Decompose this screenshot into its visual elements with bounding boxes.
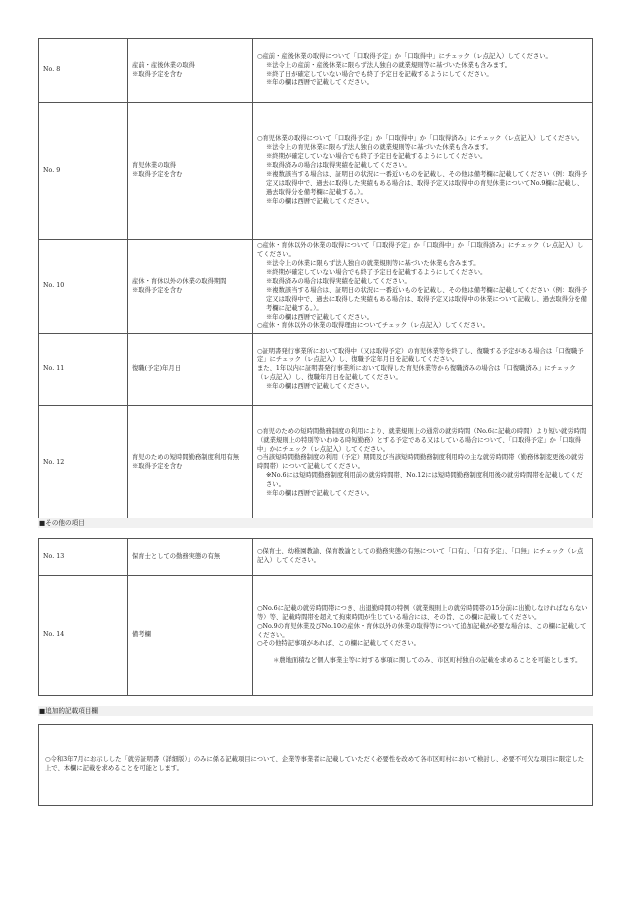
instruction-note: ※終期が確定していない場合でも終了予定日を記載するようにしてください。	[266, 153, 487, 161]
instruction-note: ※複数該当する場合は、証明日の状況に一番近いものを記載し、その他は備考欄に記載してください（例：取得予定又は取得中で、過去に取得した実績もある場合は、取得予定又は取得中の育児休業についてNo.9欄に記載し、過去取得分を備考欄に記載する。）。	[266, 171, 588, 196]
row-item-name	[128, 539, 253, 576]
row-number: No. 13	[39, 539, 128, 576]
instruction-note: ※取得済みの場合は取得実績を記載してください。	[266, 277, 411, 285]
row-description	[253, 576, 593, 696]
table-row	[39, 39, 593, 103]
row-item-name	[128, 576, 253, 696]
row-number: No. 14	[39, 576, 128, 696]
row-item-name	[128, 406, 253, 521]
item-label: 産前・産後休業の取得	[132, 61, 195, 69]
instruction-note: ※年の欄は西暦で記載してください。	[266, 79, 374, 87]
instruction-note: ※取得済みの場合は取得実績を記載してください。	[266, 162, 411, 170]
item-label: 育児のための短時間勤務制度利用有無	[132, 454, 240, 462]
instruction-note: ※年の欄は西暦で記載してください。	[266, 313, 374, 321]
instruction-note: ※法令上の育児休業に限らず法人独自の就業規則等に基づいた休業も含みます。	[266, 144, 493, 152]
instruction-line: ○証明書発行事業所において取得中（又は取得予定）の育児休業等を終了し、復職する予定がある場合は「口復職予定」にチェック（レ点記入）し、復職予定年月日を記載してください。	[257, 347, 584, 364]
instruction-line: ○No.6に記載の就労時間帯につき、出退勤時間の特例（就業規則上の就労時間帯の15分前に出勤しなければならない等）等、記載時間帯を超えて拘束時間が生じている場合には、その旨、この欄に記載してください。	[257, 604, 588, 621]
additional-items-box	[38, 724, 593, 806]
row-description	[253, 334, 593, 406]
section-header-additional: ■追加的記載項目欄	[38, 706, 593, 716]
instruction-line: ○育児のための短時間勤務制度の利用により、就業規則上の通常の就労時間（No.6に記載の時間）より短い就労時間（就業規則上の特別等いわゆる時短勤務）とする予定である又はしている場合について、「口取得予定」か「口取得中」かにチェック（レ点記入）してください。	[257, 427, 587, 453]
instruction-line: ○保育士、幼稚園教諭、保育教諭としての勤務実態の有無について「口有」、「口有予定」、「口無」にチェック（レ点記入）してください。	[257, 548, 584, 564]
table-row	[39, 334, 593, 406]
instruction-note: ※終期が確定していない場合でも終了予定日を記載するようにしてください。	[266, 268, 487, 276]
instruction-line: ○産休・育休以外の休業の取得について「口取得予定」か「口取得中」か「口取得済み」にチェック（レ点記入）してください。	[257, 242, 584, 258]
row-description	[253, 103, 593, 240]
table-row	[39, 539, 593, 576]
instruction-line: ○No.9の育児休業及びNo.10の産休・育休以外の休業の取得等について追加記載が必要な場合は、この欄に記載してください。	[257, 622, 587, 639]
table-row	[39, 103, 593, 240]
row-number: No. 10	[39, 240, 128, 334]
item-note: ※取得予定を含む	[132, 463, 183, 471]
item-label: 復職(予定)年月日	[132, 365, 181, 373]
row-description	[253, 39, 593, 103]
additional-items-text: ○令和3年7月にお示しした「就労証明書（詳細版）」のみに係る記載項目について、企業等事業者に記載していただく必要性を改めて各市区町村において検討し、必要不可欠な項目に限定した上で、本欄に記載を求めることを可能とします。	[45, 756, 585, 772]
instruction-line: ○育児休業の取得について「口取得予定」か「口取得中」か「口取得済み」にチェック（レ点記入）してください。	[257, 135, 584, 143]
row-number: No. 12	[39, 406, 128, 521]
row-description	[253, 539, 593, 576]
instruction-line: ○当該短時間勤務制度の利用（予定）期間及び当該短時間勤務制度利用時の主な就労時間帯（勤務体制変更後の就労時間帯）について記載してください。	[257, 454, 584, 471]
row-item-name	[128, 39, 253, 103]
instruction-note: ※年の欄は西暦で記載してください。	[266, 383, 374, 391]
item-note: ※取得予定を含む	[132, 171, 183, 178]
instruction-note: ※法令上の産前・産後休業に限らず法人独自の就業規則等に基づいた休業も含みます。	[266, 61, 512, 69]
item-label: 産休・育休以外の休業の取得期間	[132, 277, 227, 285]
item-note: ※取得予定を含む	[132, 70, 183, 78]
instruction-line: ○産休・育休以外の休業の取得理由についてチェック（レ点記入）してください。	[257, 322, 489, 330]
instruction-note: ※複数該当する場合は、証明日の状況に一番近いものを記載し、その他は備考欄に記載してください（例：取得予定又は取得中で、過去に取得した実績もある場合は、取得予定又は取得中の休業について記載し、過去取得分を備考欄に記載する。）。	[266, 286, 588, 312]
item-note: ※取得予定を含む	[132, 286, 183, 294]
instruction-note: ※終了日が確定していない場合でも終了予定日を記載するようにしてください。	[266, 70, 493, 78]
row-item-name	[128, 103, 253, 240]
item-label: 育児休業の取得	[132, 162, 177, 170]
instruction-note: ※年の欄は西暦で記載してください。	[266, 490, 374, 498]
table-instructions-other	[38, 538, 593, 696]
instruction-note: ＊農地面積など個人事業主等に対する事項に関してのみ、市区町村独自の記載を求めることを可能とします。	[273, 657, 582, 665]
instruction-note: ※No.6には短時間勤務制度利用前の就労時間帯、No.12には短時間勤務制度利用後の就労時間帯を記載してください。	[266, 472, 583, 489]
item-label: 備考欄	[132, 631, 151, 639]
row-description	[253, 406, 593, 521]
table-row	[39, 576, 593, 696]
row-description	[253, 240, 593, 334]
instruction-line: ○産前・産後休業の取得について「口取得予定」か「口取得中」にチェック（レ点記入）してください。	[257, 52, 552, 60]
row-item-name	[128, 240, 253, 334]
table-instructions-main	[38, 38, 593, 521]
instruction-note: ※年の欄は西暦で記載してください。	[266, 197, 374, 205]
row-item-name	[128, 334, 253, 406]
table-row	[39, 406, 593, 521]
row-number: No. 8	[39, 39, 128, 103]
table-row	[39, 240, 593, 334]
instruction-line: また、1年以内に証明書発行事業所において取得した育児休業等から復職済みの場合は「口復職済み」にチェック（レ点記入）し、復職年月日を記載してください。	[257, 365, 576, 382]
row-number: No. 9	[39, 103, 128, 240]
section-header-other: ■その他の項目	[38, 518, 593, 528]
row-number: No. 11	[39, 334, 128, 406]
instruction-line: ○その他特記事項があれば、この欄に記載してください。	[257, 640, 420, 648]
item-label: 保育士としての勤務実態の有無	[132, 552, 221, 560]
instruction-note: ※法令上の休業に限らず法人独自の就業規則等に基づいた休業も含みます。	[266, 259, 480, 267]
